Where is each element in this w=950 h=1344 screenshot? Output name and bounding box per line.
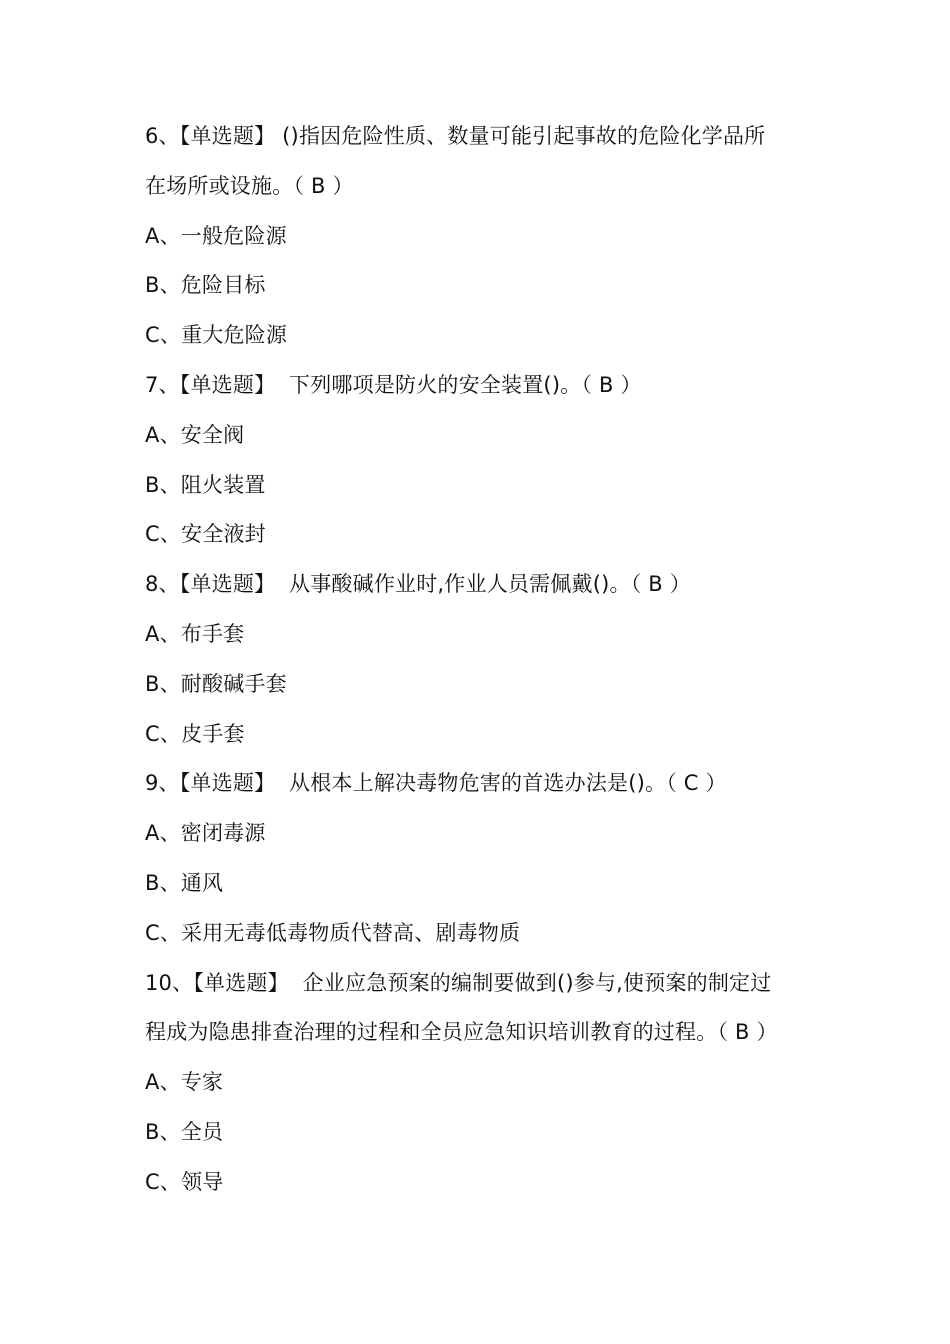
option-c: C、皮手套 [145,721,245,746]
question-stem [145,361,815,411]
question-stem [145,959,815,1009]
option-b: B、阻火装置 [145,472,266,497]
question-number: 8、 [145,572,180,597]
question-stem-continued [145,162,815,212]
question-stem [145,112,815,162]
question-text: 从事酸碱作业时,作业人员需佩戴()。（ B ） [289,572,691,597]
question-stem [145,759,815,809]
question-number: 6、 [145,124,180,148]
document-page [145,112,815,1208]
option-a: A、安全阀 [145,422,245,447]
question-text: 企业应急预案的编制要做到()参与,使预案的制定过 [302,970,772,995]
option-a: A、专家 [145,1070,224,1095]
question-type: 【单选题】 [179,572,276,597]
question-6 [145,112,815,361]
question-9 [145,759,815,958]
question-text: 程成为隐患排查治理的过程和全员应急知识培训教育的过程。（ B ） [145,1020,778,1045]
question-text: 下列哪项是防火的安全装置()。（ B ） [289,372,642,397]
option-a: A、一般危险源 [145,223,287,248]
question-number: 10、 [145,970,194,995]
option-b: B、危险目标 [145,273,266,298]
question-type: 【单选题】 [179,372,276,397]
option-c: C、采用无毒低毒物质代替高、剧毒物质 [145,920,521,945]
option-b: B、全员 [145,1119,224,1144]
option-c: C、重大危险源 [145,323,288,348]
question-text: 在场所或设施。（ B ） [145,173,354,198]
question-7 [145,361,815,560]
question-type: 【单选题】 [193,970,289,995]
option-a: A、布手套 [145,621,245,646]
question-text: ()指因危险性质、数量可能引起事故的危险化学品所 [282,124,766,148]
option-b: B、耐酸碱手套 [145,671,287,696]
option-b: B、通风 [145,870,224,895]
question-type: 【单选题】 [179,771,276,796]
question-text: 从根本上解决毒物危害的首选办法是()。（ C ） [289,771,727,796]
question-number: 7、 [145,372,180,397]
option-c: C、安全液封 [145,522,266,547]
option-c: C、领导 [145,1169,224,1194]
question-stem-continued [145,1008,815,1058]
question-8 [145,560,815,759]
option-a: A、密闭毒源 [145,821,266,846]
question-10 [145,959,815,1208]
question-number: 9、 [145,771,180,796]
question-type: 【单选题】 [179,124,276,148]
question-stem [145,560,815,610]
